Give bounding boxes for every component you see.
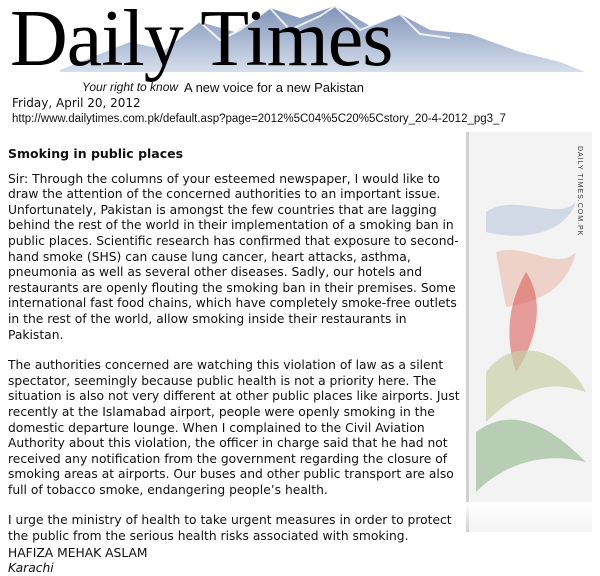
article-paragraph: Sir: Through the columns of your esteemed newspaper, I would like to draw the attention of the concerned authorities to an important issue. Unfortunately, Pakistan is amongst the few countries that are lagging behind the rest of the world in their implementation of a smoking ban in public places. Scientific research has confirmed that exposure to second-hand smoke (SHS) can cause lung cancer, heart attacks, asthma, pneumonia as well as several other diseases. Sadly, our hotels and restaurants are openly flouting the smoking ban in their premises. Some international fast food chains, which have completely smoke-free outlets in the rest of the world, allow smoking inside their restaurants in Pakistan. — [8, 171, 459, 342]
side-credit-text: DAILY TIMES.COM.PK — [576, 146, 583, 237]
article-headline: Smoking in public places — [8, 146, 184, 161]
article-url[interactable]: http://www.dailytimes.com.pk/default.asp?page=2012%5C04%5C20%5Cstory_20-4-2012_pg3_7 — [12, 113, 506, 125]
masthead — [0, 0, 600, 100]
slogan: A new voice for a new Pakistan — [184, 80, 364, 95]
newspaper-title: Daily Times — [10, 0, 393, 83]
author-name: HAFIZA MEHAK ASLAM — [8, 545, 148, 560]
article-paragraph: I urge the ministry of health to take urgent measures in order to protect the public from the serious health risks associated with smoking. — [8, 513, 452, 544]
author-location: Karachi — [8, 560, 54, 575]
article — [8, 146, 460, 576]
tagline: Your right to know — [82, 80, 179, 94]
article-paragraph: The authorities concerned are watching this violation of law as a silent spectator, seemingly because public health is not a priority here. The situation is also not very different at other public places like airports. Just recently at the Islamabad airport, people were openly smoking in the domestic departure lounge. When I complained to the Civil Aviation Authority about this violation, the officer in charge said that he had not received any notification from the government regarding the closure of smoking areas at airports. Our buses and other public transport are also full of tobacco smoke, endangering people’s health. — [8, 358, 460, 497]
publication-date: Friday, April 20, 2012 — [12, 96, 141, 110]
